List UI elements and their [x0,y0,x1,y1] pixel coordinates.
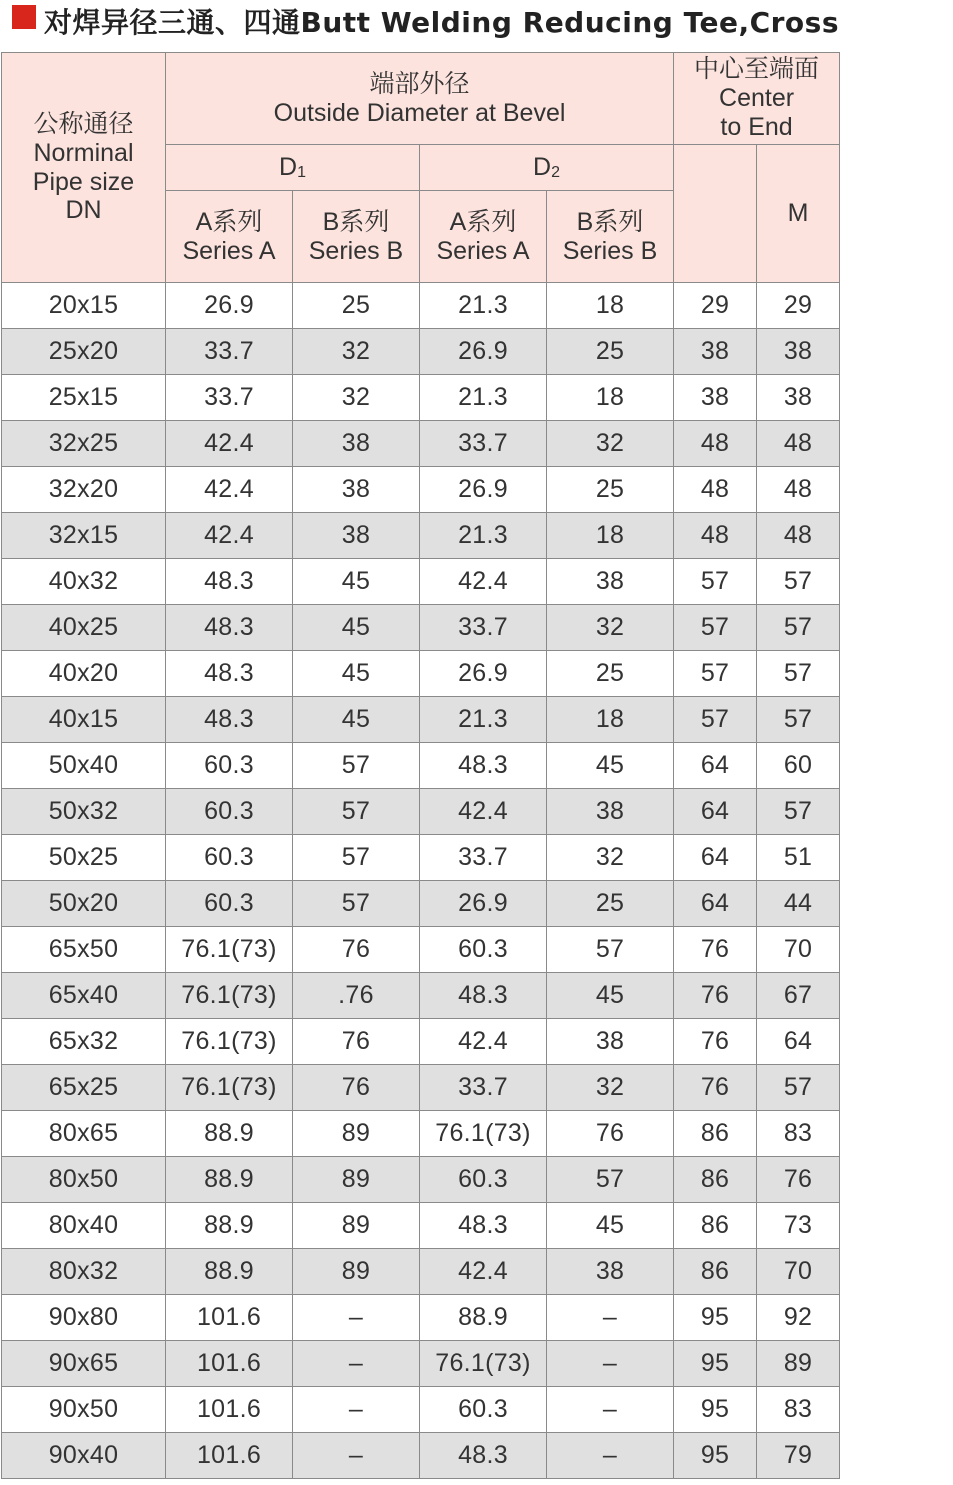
cell-d1-series-a: 60.3 [166,835,293,881]
cell-center-m: 70 [757,927,840,973]
cell-center-c: 76 [674,1019,757,1065]
cell-d2-series-b: 32 [547,835,674,881]
cell-dn: 90x80 [2,1295,166,1341]
table-row [2,743,840,789]
table-row [2,329,840,375]
cell-d1-series-a: 33.7 [166,375,293,421]
cell-center-m: 92 [757,1295,840,1341]
header-dn-en1: Norminal [33,138,134,167]
cell-d2-series-b: – [547,1433,674,1479]
cell-d1-series-b: 89 [293,1157,420,1203]
series-a-cn: A系列 [195,207,263,236]
cell-dn: 90x65 [2,1341,166,1387]
table-row [2,513,840,559]
cell-d1-series-b: 57 [293,743,420,789]
table-header [2,53,840,283]
cell-d2-series-a: 26.9 [420,651,547,697]
table-row [2,421,840,467]
table-row [2,1433,840,1479]
table-body [2,283,840,1479]
header-dn [2,53,166,283]
cell-d2-series-b: 32 [547,421,674,467]
cell-d1-series-b: 45 [293,559,420,605]
cell-d1-series-a: 48.3 [166,651,293,697]
cell-d1-series-a: 101.6 [166,1433,293,1479]
table-row [2,881,840,927]
cell-center-c: 48 [674,513,757,559]
header-d2-sub: 2 [551,164,560,182]
cell-center-m: 83 [757,1111,840,1157]
cell-d2-series-a: 42.4 [420,559,547,605]
cell-d1-series-a: 88.9 [166,1157,293,1203]
cell-center-m: 79 [757,1433,840,1479]
cell-d2-series-a: 21.3 [420,697,547,743]
table-row [2,1387,840,1433]
cell-d1-series-b: 57 [293,881,420,927]
cell-d1-series-b: 45 [293,651,420,697]
cell-dn: 80x40 [2,1203,166,1249]
cell-d2-series-a: 76.1(73) [420,1341,547,1387]
cell-center-c: 95 [674,1295,757,1341]
cell-d1-series-a: 26.9 [166,283,293,329]
cell-dn: 32x20 [2,467,166,513]
table-row [2,789,840,835]
cell-center-c: 57 [674,697,757,743]
cell-d2-series-a: 48.3 [420,743,547,789]
cell-center-c: 95 [674,1387,757,1433]
cell-dn: 25x15 [2,375,166,421]
table-row [2,927,840,973]
header-od-en: Outside Diameter at Bevel [273,98,566,127]
cell-center-c: 95 [674,1341,757,1387]
series-b-cn: B系列 [322,207,390,236]
header-d1-series-b [293,191,420,283]
cell-center-m: 48 [757,467,840,513]
cell-d2-series-b: 25 [547,467,674,513]
cell-dn: 32x15 [2,513,166,559]
cell-d2-series-b: – [547,1341,674,1387]
cell-d2-series-a: 33.7 [420,835,547,881]
header-center-en1: Center [719,84,795,113]
cell-d2-series-b: 76 [547,1111,674,1157]
cell-d1-series-b: .76 [293,973,420,1019]
cell-d2-series-a: 42.4 [420,789,547,835]
cell-d1-series-a: 48.3 [166,697,293,743]
cell-d2-series-b: 32 [547,1065,674,1111]
cell-d1-series-a: 48.3 [166,559,293,605]
cell-d2-series-a: 60.3 [420,1157,547,1203]
cell-d2-series-b: 18 [547,375,674,421]
cell-d2-series-b: 18 [547,513,674,559]
series-b-cn: B系列 [576,207,644,236]
cell-d1-series-b: – [293,1295,420,1341]
cell-d2-series-b: 25 [547,651,674,697]
cell-d1-series-a: 42.4 [166,513,293,559]
cell-d1-series-b: – [293,1341,420,1387]
cell-d1-series-a: 88.9 [166,1203,293,1249]
cell-d2-series-a: 33.7 [420,605,547,651]
cell-d1-series-a: 76.1(73) [166,927,293,973]
cell-d1-series-b: 89 [293,1111,420,1157]
table-row [2,467,840,513]
header-d1-series-a [166,191,293,283]
cell-center-m: 57 [757,559,840,605]
cell-center-c: 48 [674,467,757,513]
table-row [2,605,840,651]
cell-d1-series-a: 60.3 [166,789,293,835]
table-row [2,375,840,421]
table-row [2,559,840,605]
cell-d2-series-a: 88.9 [420,1295,547,1341]
cell-d1-series-b: 38 [293,421,420,467]
cell-center-m: 67 [757,973,840,1019]
cell-d1-series-b: – [293,1433,420,1479]
cell-d1-series-b: 57 [293,789,420,835]
header-outside-diameter [166,53,674,145]
header-dn-en3: DN [65,196,102,225]
cell-d1-series-a: 76.1(73) [166,1065,293,1111]
cell-dn: 50x40 [2,743,166,789]
series-b-en: Series B [562,236,658,265]
table-row [2,973,840,1019]
cell-d2-series-b: 38 [547,1249,674,1295]
cell-d2-series-a: 21.3 [420,375,547,421]
cell-d1-series-a: 88.9 [166,1249,293,1295]
header-center-en2: to End [720,112,793,141]
cell-center-m: 57 [757,789,840,835]
table-row [2,1019,840,1065]
cell-d2-series-a: 26.9 [420,881,547,927]
table-row [2,283,840,329]
cell-dn: 65x32 [2,1019,166,1065]
cell-center-c: 86 [674,1111,757,1157]
cell-d1-series-b: – [293,1387,420,1433]
cell-center-m: 60 [757,743,840,789]
table-row [2,1341,840,1387]
cell-d1-series-b: 32 [293,329,420,375]
cell-center-c: 38 [674,375,757,421]
cell-center-c: 76 [674,973,757,1019]
header-center-to-end [674,53,840,145]
cell-dn: 80x50 [2,1157,166,1203]
cell-d2-series-b: 45 [547,743,674,789]
cell-d1-series-b: 76 [293,1065,420,1111]
cell-dn: 50x20 [2,881,166,927]
cell-center-m: 57 [757,605,840,651]
cell-d2-series-b: 57 [547,1157,674,1203]
cell-d1-series-b: 32 [293,375,420,421]
cell-d2-series-a: 33.7 [420,421,547,467]
cell-d2-series-b: – [547,1295,674,1341]
cell-dn: 25x20 [2,329,166,375]
table-row [2,697,840,743]
cell-center-c: 48 [674,421,757,467]
cell-d1-series-a: 60.3 [166,743,293,789]
cell-dn: 40x25 [2,605,166,651]
cell-center-c: 95 [674,1433,757,1479]
header-d1-sub: 1 [297,164,306,182]
table-row [2,1203,840,1249]
cell-d2-series-b: 25 [547,881,674,927]
cell-center-m: 57 [757,697,840,743]
header-center-cn: 中心至端面 [694,55,820,84]
cell-d1-series-b: 89 [293,1203,420,1249]
cell-d2-series-a: 21.3 [420,283,547,329]
table-row [2,1157,840,1203]
cell-center-c: 38 [674,329,757,375]
header-d1-letter: D [279,153,298,182]
cell-d1-series-b: 89 [293,1249,420,1295]
cell-d2-series-b: 38 [547,559,674,605]
cell-d2-series-a: 60.3 [420,1387,547,1433]
cell-center-c: 76 [674,927,757,973]
cell-d2-series-a: 26.9 [420,329,547,375]
dimension-table [1,52,840,1479]
cell-center-c: 86 [674,1203,757,1249]
cell-d2-series-a: 21.3 [420,513,547,559]
cell-d2-series-b: 18 [547,697,674,743]
cell-dn: 90x40 [2,1433,166,1479]
cell-d1-series-b: 45 [293,605,420,651]
series-a-en: Series A [436,236,530,265]
cell-dn: 32x25 [2,421,166,467]
cell-center-m: 48 [757,513,840,559]
cell-center-m: 89 [757,1341,840,1387]
cell-d1-series-b: 38 [293,467,420,513]
cell-dn: 40x15 [2,697,166,743]
cell-dn: 65x40 [2,973,166,1019]
cell-d1-series-a: 48.3 [166,605,293,651]
cell-center-m: 38 [757,375,840,421]
cell-d2-series-b: 57 [547,927,674,973]
cell-center-m: 73 [757,1203,840,1249]
cell-d1-series-b: 45 [293,697,420,743]
table-row [2,835,840,881]
cell-d1-series-a: 76.1(73) [166,973,293,1019]
cell-d2-series-b: 25 [547,329,674,375]
cell-center-c: 57 [674,651,757,697]
cell-d2-series-a: 76.1(73) [420,1111,547,1157]
cell-d1-series-b: 76 [293,1019,420,1065]
cell-d1-series-a: 33.7 [166,329,293,375]
header-od-cn: 端部外径 [369,69,470,98]
cell-d1-series-a: 101.6 [166,1341,293,1387]
cell-d2-series-a: 26.9 [420,467,547,513]
cell-center-c: 64 [674,789,757,835]
cell-center-c: 29 [674,283,757,329]
cell-center-m: 29 [757,283,840,329]
series-b-en: Series B [308,236,404,265]
cell-d2-series-b: 45 [547,973,674,1019]
cell-d2-series-b: 45 [547,1203,674,1249]
header-d2-series-b [547,191,674,283]
cell-dn: 65x50 [2,927,166,973]
cell-center-c: 64 [674,835,757,881]
cell-d1-series-a: 42.4 [166,467,293,513]
cell-dn: 40x32 [2,559,166,605]
cell-dn: 40x20 [2,651,166,697]
cell-d2-series-b: 38 [547,1019,674,1065]
cell-dn: 50x25 [2,835,166,881]
cell-dn: 65x25 [2,1065,166,1111]
cell-d1-series-a: 76.1(73) [166,1019,293,1065]
cell-center-m: 70 [757,1249,840,1295]
cell-d1-series-b: 25 [293,283,420,329]
cell-dn: 50x32 [2,789,166,835]
table-row [2,651,840,697]
series-a-en: Series A [182,236,276,265]
cell-d2-series-a: 60.3 [420,927,547,973]
cell-center-m: 57 [757,651,840,697]
cell-center-c: 64 [674,743,757,789]
cell-d2-series-b: 38 [547,789,674,835]
cell-center-m: 51 [757,835,840,881]
cell-d2-series-a: 48.3 [420,1433,547,1479]
cell-center-m: 64 [757,1019,840,1065]
cell-dn: 20x15 [2,283,166,329]
header-m: M [757,145,840,283]
cell-center-c: 64 [674,881,757,927]
header-d2 [420,145,674,191]
header-d2-letter: D [533,153,552,182]
cell-d2-series-b: 18 [547,283,674,329]
cell-center-m: 76 [757,1157,840,1203]
table-row [2,1295,840,1341]
header-center-c [674,145,757,283]
table-row [2,1111,840,1157]
cell-center-m: 48 [757,421,840,467]
cell-d1-series-a: 101.6 [166,1387,293,1433]
cell-center-m: 83 [757,1387,840,1433]
table-row [2,1065,840,1111]
cell-center-c: 76 [674,1065,757,1111]
header-d2-series-a [420,191,547,283]
cell-center-m: 44 [757,881,840,927]
cell-d2-series-a: 33.7 [420,1065,547,1111]
cell-dn: 80x32 [2,1249,166,1295]
cell-d2-series-b: – [547,1387,674,1433]
cell-center-c: 86 [674,1249,757,1295]
cell-d1-series-a: 101.6 [166,1295,293,1341]
cell-center-c: 57 [674,559,757,605]
header-d1 [166,145,420,191]
table-row [2,1249,840,1295]
cell-center-m: 38 [757,329,840,375]
cell-center-c: 86 [674,1157,757,1203]
title-bar [0,0,953,38]
cell-d1-series-a: 88.9 [166,1111,293,1157]
cell-d1-series-a: 60.3 [166,881,293,927]
red-square-icon [12,5,36,29]
page-title: 对焊异径三通、四通Butt Welding Reducing Tee,Cross [44,6,840,39]
cell-center-m: 57 [757,1065,840,1111]
cell-d1-series-b: 76 [293,927,420,973]
series-a-cn: A系列 [449,207,517,236]
cell-d2-series-a: 42.4 [420,1019,547,1065]
cell-dn: 80x65 [2,1111,166,1157]
cell-center-c: 57 [674,605,757,651]
header-dn-en2: Pipe size [32,167,135,196]
cell-d2-series-a: 48.3 [420,973,547,1019]
cell-d2-series-b: 32 [547,605,674,651]
cell-d1-series-a: 42.4 [166,421,293,467]
cell-d1-series-b: 38 [293,513,420,559]
cell-d2-series-a: 48.3 [420,1203,547,1249]
cell-dn: 90x50 [2,1387,166,1433]
cell-d2-series-a: 42.4 [420,1249,547,1295]
header-dn-cn: 公称通径 [33,110,134,138]
cell-d1-series-b: 57 [293,835,420,881]
